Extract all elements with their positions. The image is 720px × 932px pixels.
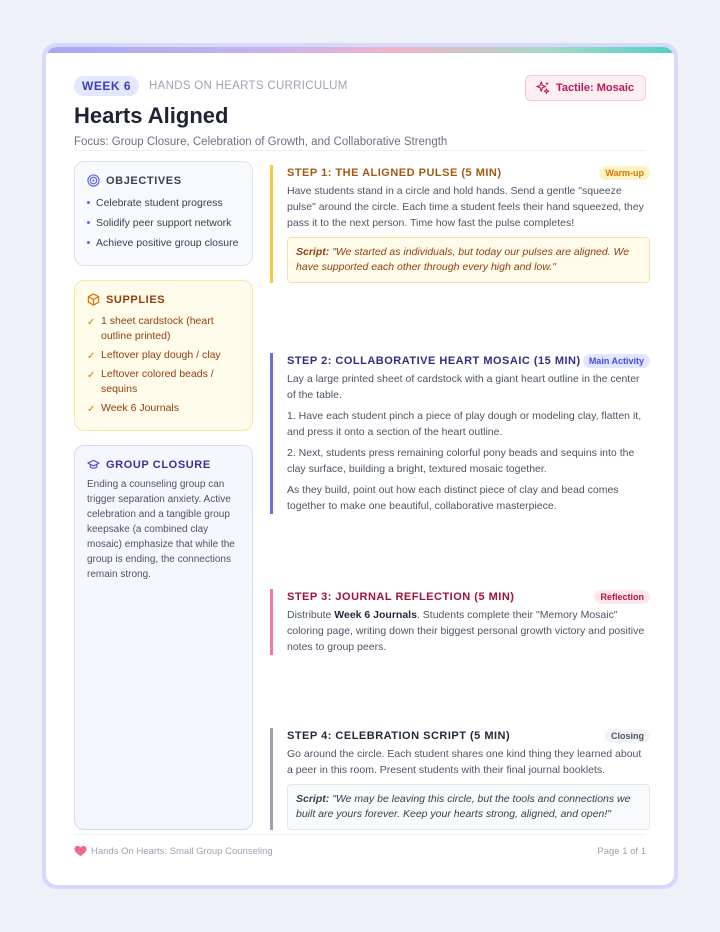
check-icon: ✓ [87,317,96,328]
step-tag: Reflection [594,590,650,604]
objective-item: Solidify peer support network [87,213,240,233]
closure-title: GROUP CLOSURE [106,458,211,471]
page-frame [42,43,678,889]
step-tag: Closing [605,729,650,743]
objectives-title: OBJECTIVES [106,174,182,187]
header-divider [74,150,646,151]
check-icon: ✓ [87,370,96,381]
step-4 [270,728,650,830]
step-text: Lay a large printed sheet of cardstock with a giant heart outline in the center of the table. [287,373,640,401]
step-2 [270,353,650,514]
script-box: Script: "We started as individuals, but today our pulses are aligned. We have supported each other through every high and low." [287,237,650,283]
script-box: Script: "We may be leaving this circle, but the tools and connections we built are yours forever. Keep your hearts strong, aligned, and open!" [287,784,650,830]
tactile-label: Tactile: Mosaic [555,82,634,94]
closure-text: Ending a counseling group can trigger separation anxiety. Active celebration and a tangible group keepsake (a combined clay mosaic) emphasize that while the group is ending, the connections remain strong. [87,479,235,580]
check-icon: ✓ [87,351,96,362]
supply-item: ✓ Week 6 Journals [87,402,180,415]
sidebar [74,161,253,844]
lesson-card [46,47,674,885]
supplies-box [74,280,253,431]
step-3 [270,589,650,655]
focus-text: Focus: Group Closure, Celebration of Growth, and Collaborative Strength [74,136,448,148]
step-text: Have students stand in a circle and hold hands. Send a gentle "squeeze pulse" around the circle. Each time a student feels their hand squeezed, they pass it to the next person. Time how fast the pulse completes! [287,185,644,229]
page-title: Hearts Aligned [74,103,229,128]
heart-icon [74,845,87,857]
footer-left-text: Hands On Hearts: Small Group Counseling [91,845,273,857]
objective-item: Celebrate student progress [87,193,240,213]
week-badge: WEEK 6 [74,76,139,96]
step-tag: Warm-up [599,166,650,180]
footer [74,845,646,857]
step-title: STEP 3: JOURNAL REFLECTION (5 MIN) [287,591,515,603]
target-icon [87,174,100,187]
step-title: STEP 2: COLLABORATIVE HEART MOSAIC (15 MIN) [287,355,581,367]
step-1 [270,165,650,283]
step-tag: Main Activity [583,354,650,368]
page-number: Page 1 of 1 [597,845,646,857]
objectives-box [74,161,253,266]
supply-item: ✓ Leftover colored beads / sequins [87,368,214,395]
objective-item: Achieve positive group closure [87,233,240,253]
step-text: 2. Next, students press remaining colorful pony beads and sequins into the clay surface, building a bright, textured mosaic together. [287,447,635,475]
tactile-badge [525,75,646,101]
step-text: Go around the circle. Each student shares one kind thing they learned about a peer in this room. Present students with their final journal booklets. [287,748,642,776]
step-text: 1. Have each student pinch a piece of play dough or modeling clay, flatten it, and press it onto a section of the heart outline. [287,410,642,438]
box-icon [87,293,100,306]
supply-item: ✓ Leftover play dough / clay [87,349,221,362]
header [74,75,646,148]
curriculum-label: HANDS ON HEARTS CURRICULUM [149,80,348,92]
sparkles-icon [536,81,550,95]
step-title: STEP 4: CELEBRATION SCRIPT (5 MIN) [287,730,511,742]
gradient-bar [46,47,674,53]
step-text: As they build, point out how each distinct piece of clay and bead comes together to make one beautiful, collaborative masterpiece. [287,484,619,512]
check-icon: ✓ [87,404,96,415]
graduation-cap-icon [87,458,100,471]
step-text: Distribute Week 6 Journals. Students complete their "Memory Mosaic" coloring page, writing down their biggest personal growth victory and positive notes to group peers. [287,609,645,653]
step-title: STEP 1: THE ALIGNED PULSE (5 MIN) [287,167,502,179]
supplies-title: SUPPLIES [106,293,166,306]
group-closure-box [74,445,253,830]
supply-item: ✓ 1 sheet cardstock (heart outline printed) [87,315,214,342]
footer-divider [74,834,646,835]
